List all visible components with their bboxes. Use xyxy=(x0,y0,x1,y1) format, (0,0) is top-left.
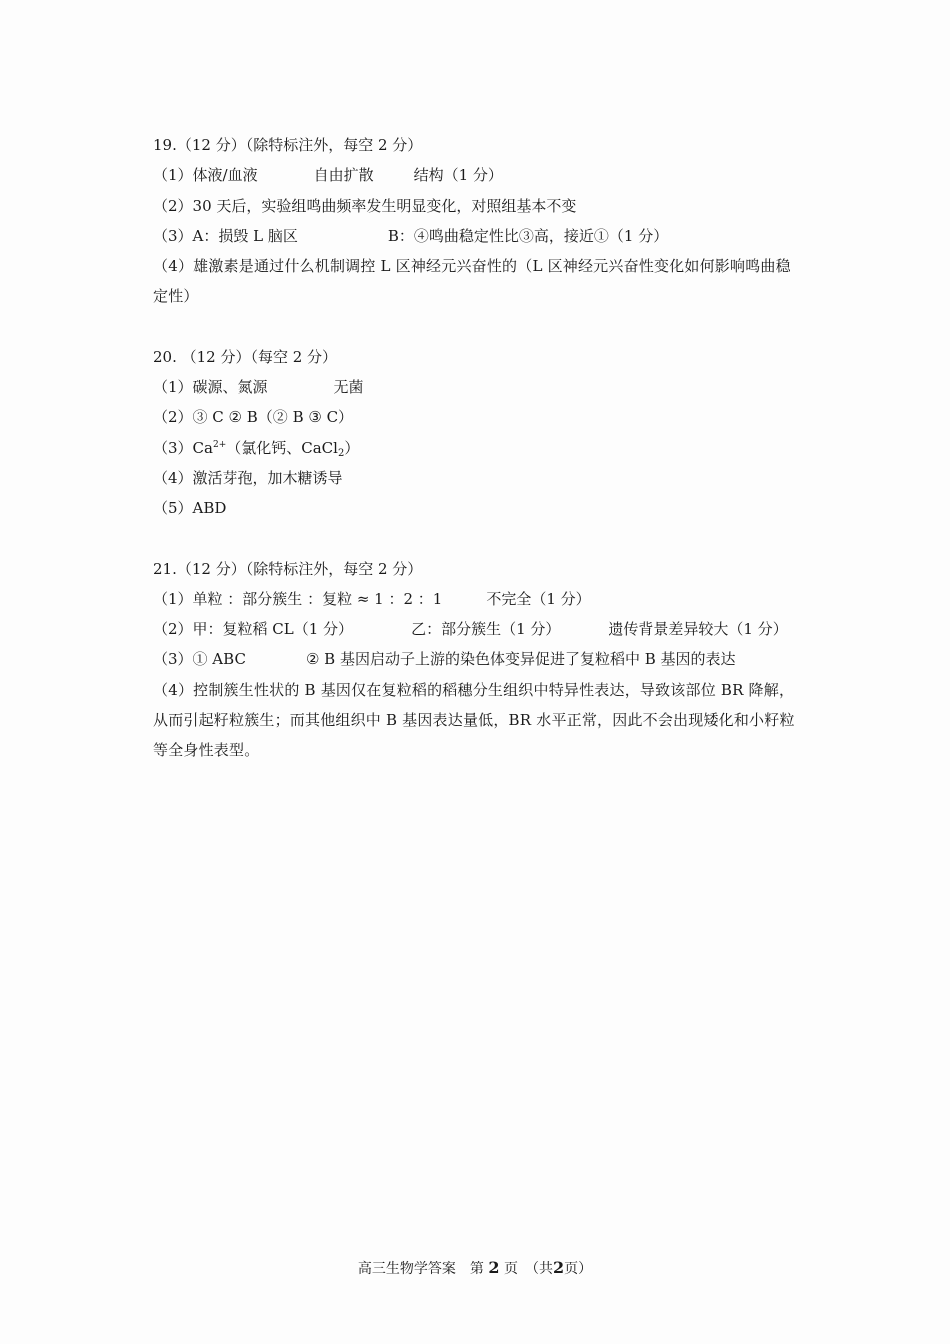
question-21-answer-4: （4）控制簇生性状的 B 基因仅在复粒稻的稻穗分生组织中特异性表达，导致该部位 BR 降解，从而引起籽粒簇生；而其他组织中 B 基因表达量低，BR 水平正常，因此不会出现矮化和小籽粒等全身性表型。 xyxy=(153,680,795,760)
answer-part: 体液/血液 xyxy=(192,166,258,185)
question-19-answer-2: （2）30 天后，实验组鸣曲频率发生明显变化，对照组基本不变 xyxy=(153,196,577,215)
question-21-answer-3 xyxy=(153,644,803,674)
question-20 xyxy=(153,342,803,524)
question-21-answer-2 xyxy=(153,614,803,644)
question-20-header: 20. （12 分）（每空 2 分） xyxy=(153,347,338,366)
question-19-answer-3 xyxy=(153,221,803,251)
answer-part: （氯化钙、CaCl xyxy=(226,438,338,457)
answer-part: 遗传背景差异较大（1 分） xyxy=(608,620,788,639)
answer-part: 不完全（1 分） xyxy=(486,589,591,608)
question-19 xyxy=(153,130,803,312)
answer-part: （2）甲：复粒稻 CL（1 分） xyxy=(153,620,354,639)
footer-total-pages: 2 xyxy=(552,1258,565,1277)
answer-part: 乙：部分簇生（1 分） xyxy=(411,620,561,639)
question-19-answer-1 xyxy=(153,160,803,190)
question-20-answer-1 xyxy=(153,372,803,402)
footer-prefix: 高三生物学答案 第 xyxy=(357,1261,484,1277)
footer-page-number: 2 xyxy=(488,1258,500,1277)
question-20-answer-3 xyxy=(153,433,803,463)
question-20-answer-5: （5）ABD xyxy=(153,499,227,518)
answer-part: 自由扩散 xyxy=(313,166,374,185)
answer-part: 无菌 xyxy=(333,378,364,397)
footer-suffix: 页） xyxy=(564,1261,593,1277)
superscript: 2+ xyxy=(212,439,227,450)
answer-part: （3）① ABC xyxy=(153,650,246,669)
answer-part: （3）A：损毁 L 脑区 xyxy=(153,226,298,245)
question-21-answer-1 xyxy=(153,584,803,614)
answer-part: 结构（1 分） xyxy=(413,166,503,185)
question-19-header: 19.（12 分）（除特标注外，每空 2 分） xyxy=(153,136,423,154)
answer-number: （1） xyxy=(153,166,193,185)
answer-part: （1）单粒 ：部分簇生 ：复粒 ≈ 1 ：2 ：1 xyxy=(153,589,443,608)
question-21-header: 21.（12 分）（除特标注外，每空 2 分） xyxy=(153,559,423,578)
question-21 xyxy=(153,554,803,766)
question-20-answer-2: （2）③ C ② B（② B ③ C） xyxy=(153,408,354,427)
question-19-answer-4: （4）雄激素是通过什么机制调控 L 区神经元兴奋性的（L 区神经元兴奋性变化如何影响鸣曲稳定性） xyxy=(153,257,791,306)
answer-part: ② B 基因启动子上游的染色体变异促进了复粒稻中 B 基因的表达 xyxy=(305,650,736,669)
answer-part: （1）碳源、氮源 xyxy=(153,378,268,397)
question-20-answer-4: （4）激活芽孢，加木糖诱导 xyxy=(153,468,343,487)
footer-mid: 页 （共 xyxy=(503,1261,553,1277)
page-footer xyxy=(0,1258,950,1279)
answer-part: ） xyxy=(344,438,360,457)
subscript: 2 xyxy=(337,447,345,459)
answer-part: （3）Ca xyxy=(153,438,213,457)
answer-content xyxy=(153,130,803,766)
answer-part: B：④鸣曲稳定性比③高，接近①（1 分） xyxy=(387,226,669,245)
